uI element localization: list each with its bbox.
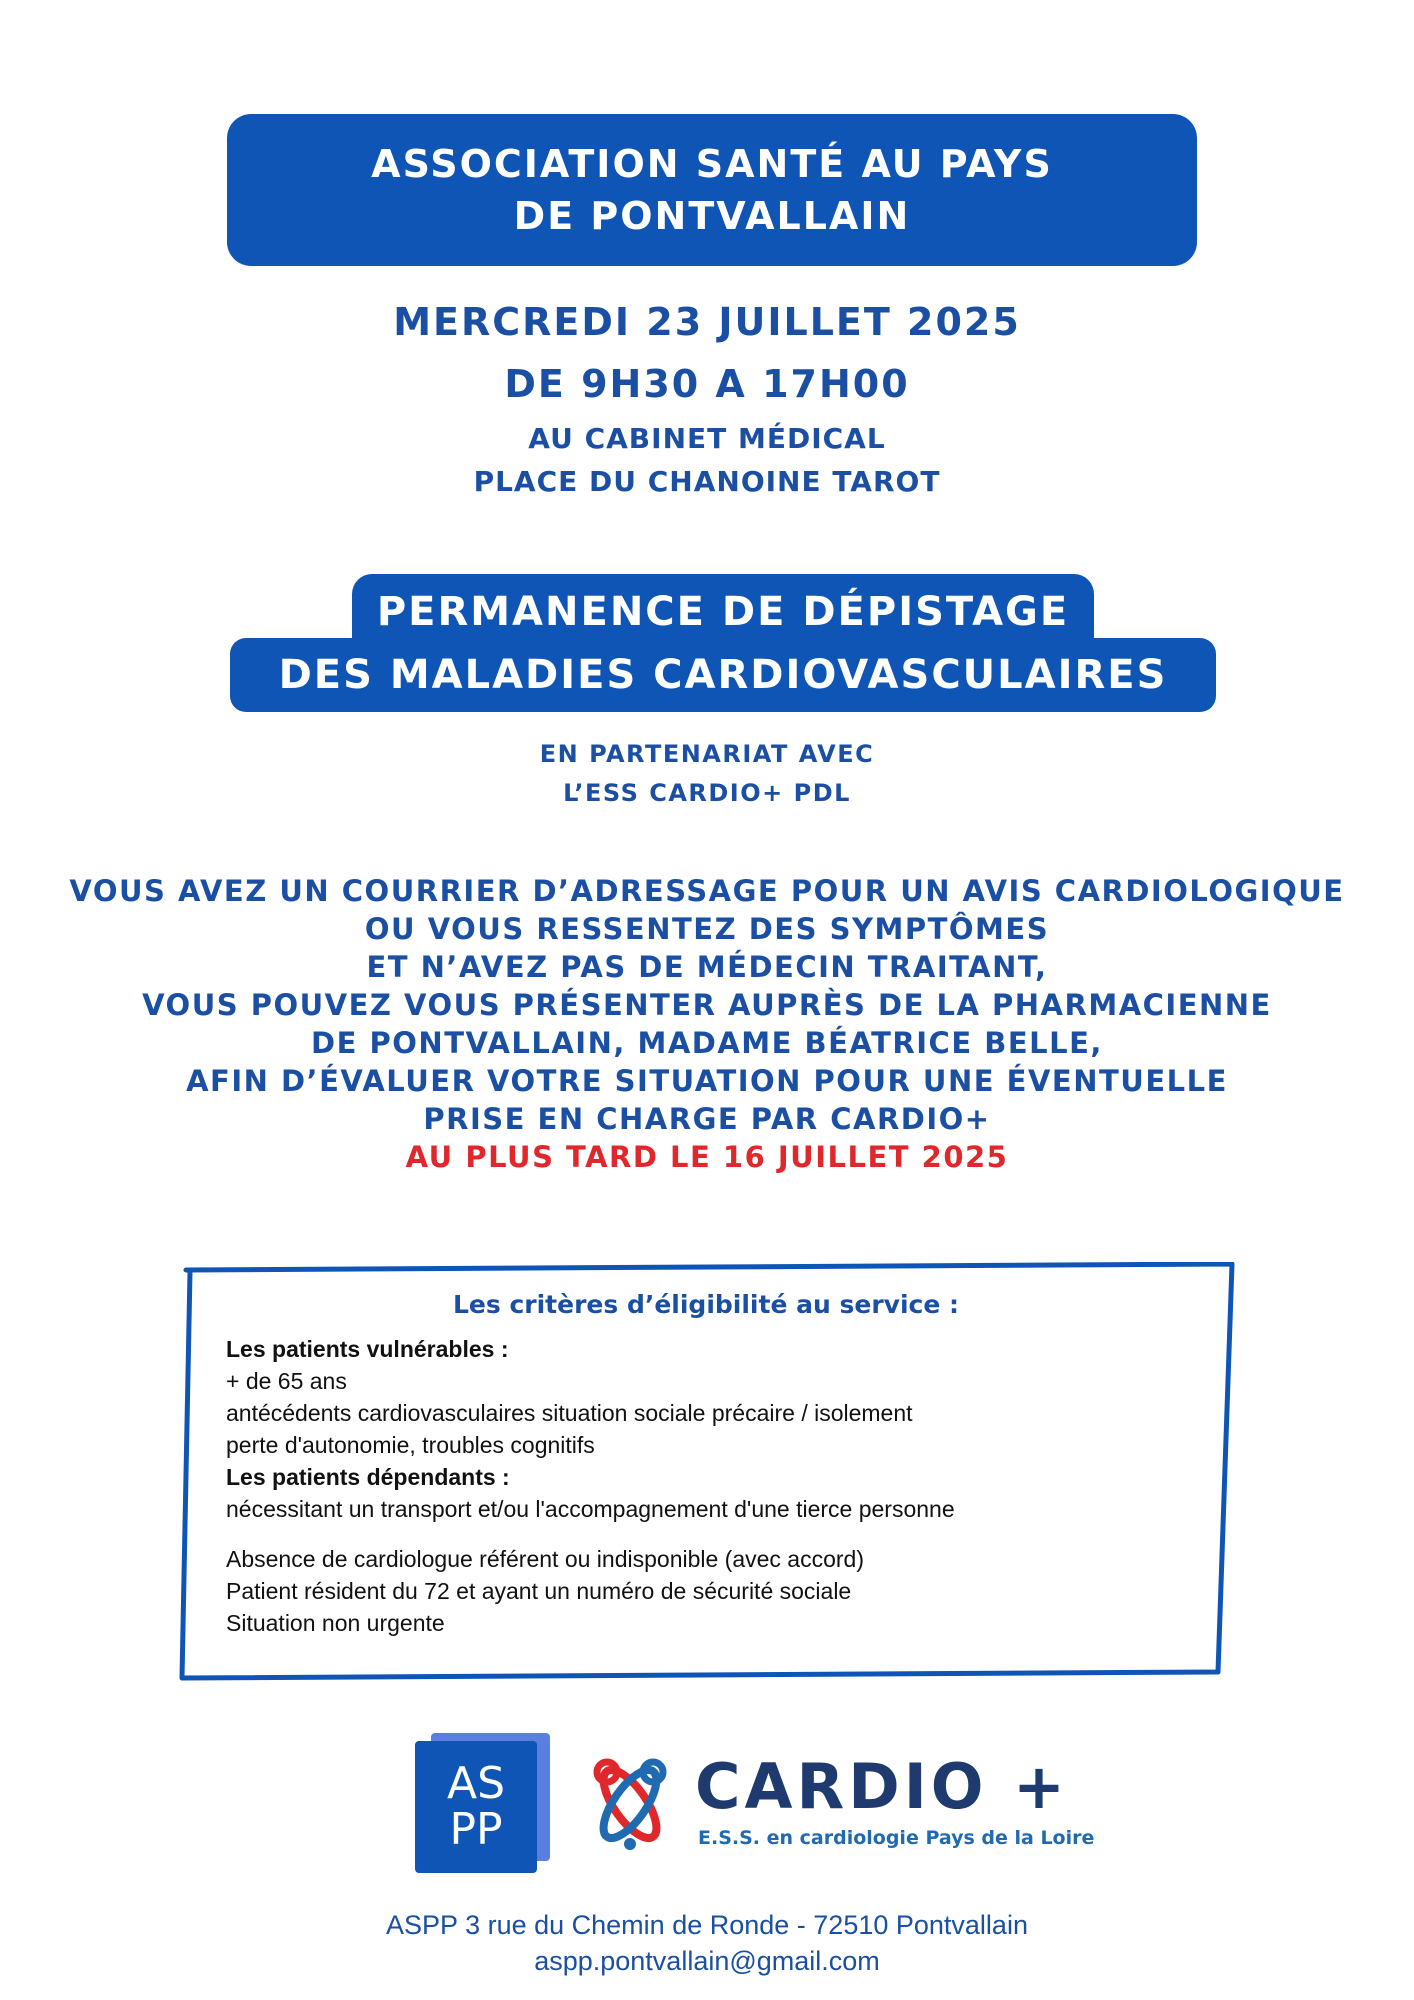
dependent-item: nécessitant un transport et/ou l'accompagnement d'une tierce personne (226, 1496, 955, 1522)
deadline-text: AU PLUS TARD LE 16 JUILLET 2025 (405, 1140, 1009, 1174)
cardio-heart-icon (585, 1752, 675, 1852)
dependent-heading: Les patients dépendants : (226, 1464, 510, 1490)
message-line-1: VOUS AVEZ UN COURRIER D’ADRESSAGE POUR UN AVIS CARDIOLOGIQUE (69, 874, 1345, 908)
vulnerable-item: + de 65 ans (226, 1368, 347, 1394)
header-banner (227, 114, 1197, 266)
other-criteria-item: Absence de cardiologue référent ou indisponible (avec accord) (226, 1546, 865, 1572)
criteria-title: Les critères d’éligibilité au service : (452, 1290, 959, 1319)
message-line-6: AFIN D’ÉVALUER VOTRE SITUATION POUR UNE ÉVENTUELLE (186, 1064, 1228, 1098)
other-criteria-item: Patient résident du 72 et ayant un numéro de sécurité sociale (226, 1578, 852, 1604)
footer-address: ASPP 3 rue du Chemin de Ronde - 72510 Pontvallain (386, 1910, 1028, 1940)
footer-email: aspp.pontvallain@gmail.com (534, 1946, 880, 1976)
event-hours: DE 9H30 A 17H00 (504, 362, 910, 406)
title-line-2: DES MALADIES CARDIOVASCULAIRES (278, 652, 1168, 698)
cardio-brand-name: CARDIO + (695, 1750, 1069, 1823)
message-line-7: PRISE EN CHARGE PAR CARDIO+ (423, 1102, 991, 1136)
event-place-line-2: PLACE DU CHANOINE TAROT (473, 465, 941, 498)
aspp-logo-text-1: AS (446, 1758, 506, 1809)
partner-line-1: EN PARTENARIAT AVEC (539, 740, 875, 768)
event-date: MERCREDI 23 JUILLET 2025 (393, 300, 1021, 344)
aspp-logo-tile (415, 1741, 537, 1873)
header-line-2: DE PONTVALLAIN (513, 194, 911, 238)
title-line-1: PERMANENCE DE DÉPISTAGE (376, 589, 1070, 635)
message-line-4: VOUS POUVEZ VOUS PRÉSENTER AUPRÈS DE LA PHARMACIENNE (142, 988, 1272, 1022)
message-line-3: ET N’AVEZ PAS DE MÉDECIN TRAITANT, (366, 950, 1048, 984)
partner-line-2: L’ESS CARDIO+ PDL (563, 779, 851, 807)
criteria-content (226, 1290, 1206, 1639)
aspp-logo (415, 1733, 550, 1873)
vulnerable-heading: Les patients vulnérables : (226, 1336, 509, 1362)
vulnerable-item: antécédents cardiovasculaires situation sociale précaire / isolement (226, 1400, 913, 1426)
message-line-5: DE PONTVALLAIN, MADAME BÉATRICE BELLE, (311, 1026, 1103, 1060)
header-line-1: ASSOCIATION SANTÉ AU PAYS (371, 142, 1053, 186)
event-place-line-1: AU CABINET MÉDICAL (528, 422, 886, 455)
vulnerable-item: perte d'autonomie, troubles cognitifs (226, 1432, 595, 1458)
cardio-brand-subtitle: E.S.S. en cardiologie Pays de la Loire (698, 1827, 1095, 1849)
message-line-2: OU VOUS RESSENTEZ DES SYMPTÔMES (364, 912, 1050, 946)
other-criteria-item: Situation non urgente (226, 1610, 445, 1636)
aspp-logo-text-2: PP (449, 1804, 503, 1855)
title-box-line-2 (230, 638, 1216, 712)
